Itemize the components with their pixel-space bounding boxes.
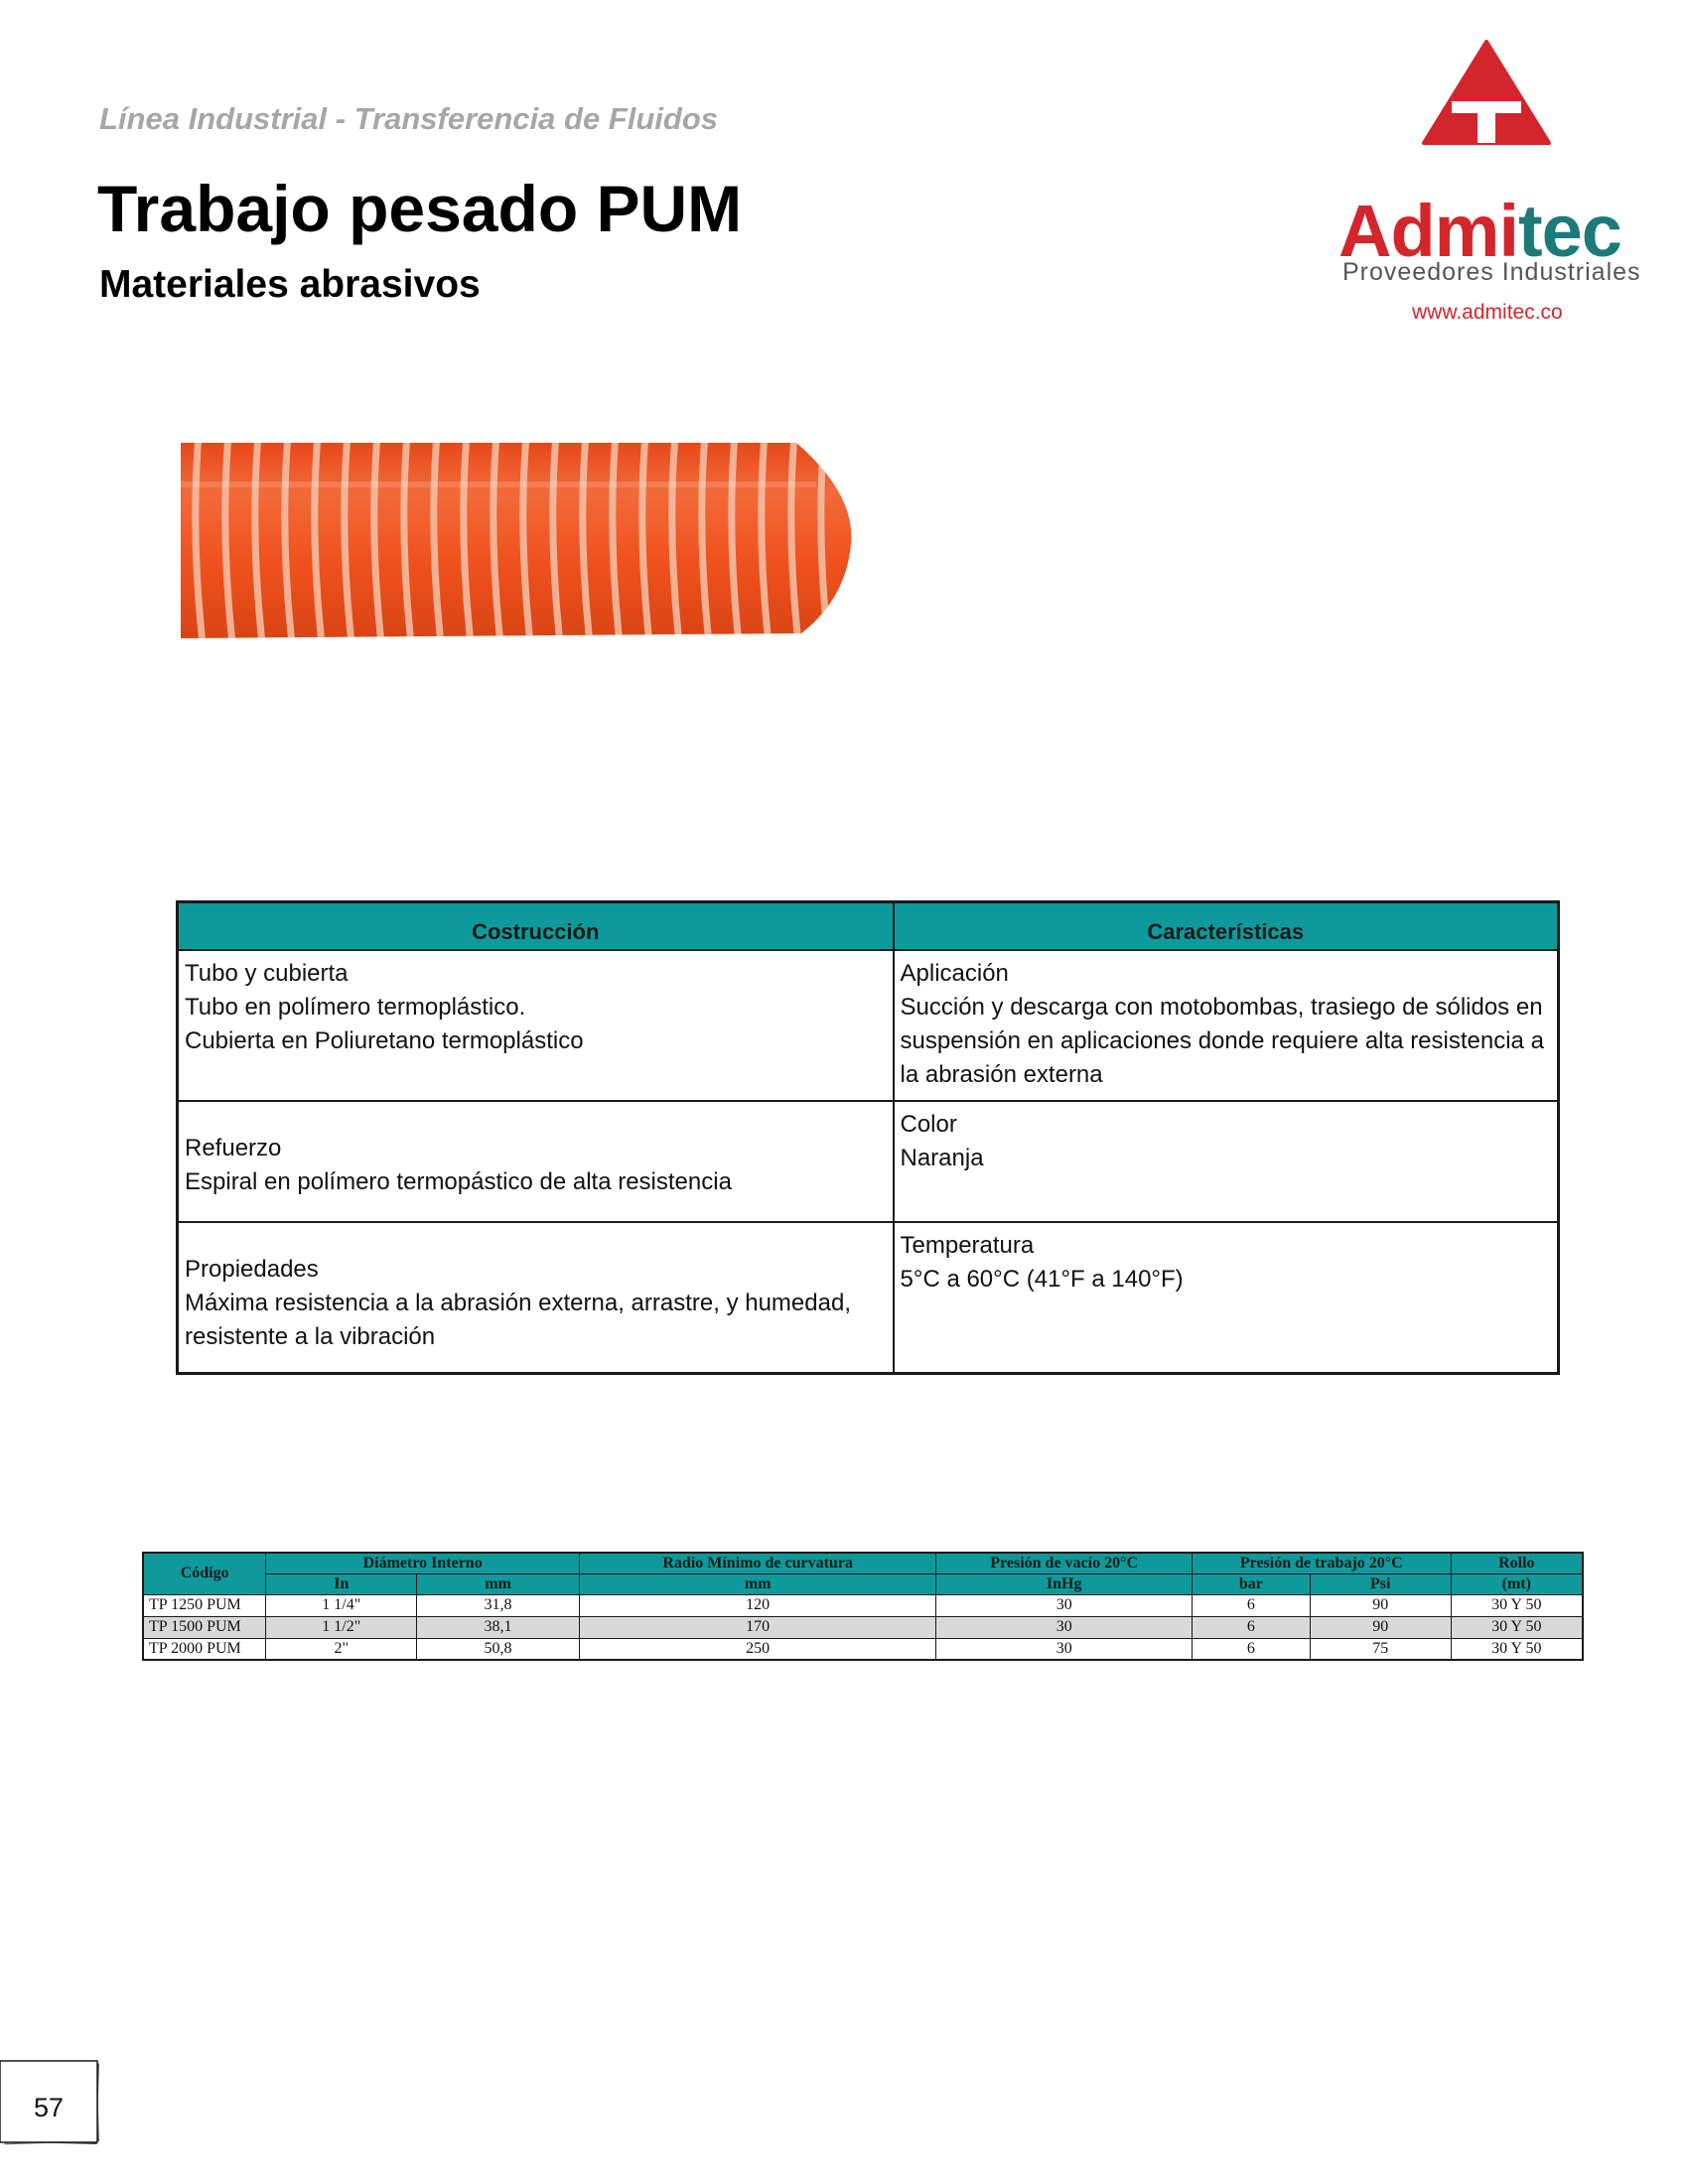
mt-subheader: (mt) [1451,1573,1583,1594]
vacuum-cell: 30 [936,1616,1193,1638]
spec-row [178,950,1559,1101]
vacuum-header: Presión de vacío 20°C [936,1553,1193,1573]
vacuum-cell: 30 [936,1594,1193,1616]
website-link[interactable]: www.admitec.co [1412,301,1563,324]
working-pressure-header: Presión de trabajo 20°C [1193,1553,1452,1573]
inhg-subheader: InHg [936,1573,1193,1594]
spec-cell: Propiedades Máxima resistencia a la abrasión externa, arrastre, y humedad, resistente a la vibración [178,1222,894,1374]
code-cell: TP 1250 PUM [143,1594,266,1616]
radius-cell: 250 [579,1638,935,1660]
psi-cell: 75 [1310,1638,1451,1660]
construction-characteristics-table [176,900,1560,1375]
spec-cell: Aplicación Succión y descarga con motobombas, trasiego de sólidos en suspensión en aplicaciones donde requiere alta resistencia a la abrasión externa [894,950,1559,1101]
code-cell: TP 2000 PUM [143,1638,266,1660]
table-row [143,1594,1583,1616]
spec-cell: Color Naranja [894,1101,1559,1222]
diameter-header: Diámetro Interno [266,1553,580,1573]
in-cell: 1 1/4" [266,1594,417,1616]
radius-header: Radio Mínimo de curvatura [579,1553,935,1573]
admitec-logo[interactable] [1331,40,1658,324]
construction-header: Costrucción [178,902,894,950]
table-row [143,1638,1583,1660]
bar-subheader: bar [1193,1573,1311,1594]
page-number: 57 [34,2093,65,2122]
bar-cell: 6 [1193,1594,1311,1616]
bar-cell: 6 [1193,1638,1311,1660]
mm-subheader: mm [417,1573,580,1594]
spec-cell: Temperatura 5°C a 60°C (41°F a 140°F) [894,1222,1559,1374]
product-specs-table [142,1552,1584,1661]
code-cell: TP 1500 PUM [143,1616,266,1638]
page-number-box [0,2055,109,2149]
logo-triangle-icon [1422,40,1551,149]
psi-cell: 90 [1310,1616,1451,1638]
roll-header: Rollo [1451,1553,1583,1573]
spec-cell: Tubo y cubierta Tubo en polímero termoplástico. Cubierta en Poliuretano termoplástico [178,950,894,1101]
mm-cell: 31,8 [417,1594,580,1616]
psi-subheader: Psi [1310,1573,1451,1594]
roll-cell: 30 Y 50 [1451,1594,1583,1616]
hose-product-image [181,435,866,643]
in-cell: 1 1/2" [266,1616,417,1638]
table-row [143,1616,1583,1638]
psi-cell: 90 [1310,1594,1451,1616]
in-cell: 2" [266,1638,417,1660]
radius-mm-subheader: mm [579,1573,935,1594]
characteristics-header: Características [894,902,1559,950]
in-subheader: In [266,1573,417,1594]
vacuum-cell: 30 [936,1638,1193,1660]
spec-row [178,1101,1559,1222]
mm-cell: 38,1 [417,1616,580,1638]
logo-tagline: Proveedores Industriales [1342,258,1641,286]
bar-cell: 6 [1193,1616,1311,1638]
spec-cell: Refuerzo Espiral en polímero termopástico de alta resistencia [178,1101,894,1222]
category-line: Línea Industrial - Transferencia de Fluidos [99,101,719,136]
roll-cell: 30 Y 50 [1451,1638,1583,1660]
radius-cell: 120 [579,1594,935,1616]
logo-name: Admitec [1338,190,1621,272]
page-title: Trabajo pesado PUM [97,172,743,245]
mm-cell: 50,8 [417,1638,580,1660]
code-header: Código [143,1553,266,1594]
radius-cell: 170 [579,1616,935,1638]
roll-cell: 30 Y 50 [1451,1616,1583,1638]
page-subtitle: Materiales abrasivos [99,263,481,306]
spec-row [178,1222,1559,1374]
